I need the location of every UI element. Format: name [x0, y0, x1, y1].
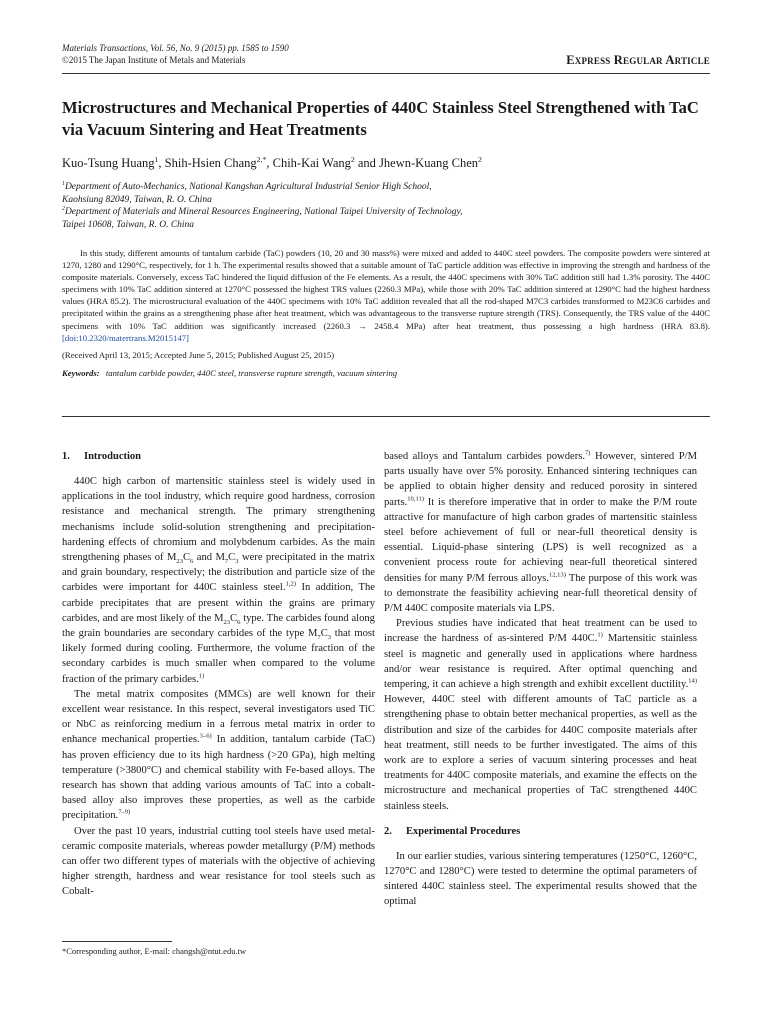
header-rule [62, 73, 710, 74]
section-title: Introduction [84, 451, 141, 462]
author-name: Shih-Hsien Chang [164, 156, 257, 170]
affiliation-mark: 1 [62, 180, 65, 187]
body-paragraph: 440C high carbon of martensitic stainless steel is widely used in applications in the tool industry, which require good hardness, corrosion resistance and mechanical strength. The primary strengthening mechanisms include solid-solution strengthening and precipitation-hardening effects of chromium and molybdenum carbides. As the main strengthening phases of $M_{23}C_6$ and $M_7C_3$ were precipitated in the matrix and grain boundary, respectively; the distribution and particle size of the carbides were important for 440C stainless steel.$^{1,2)}$ In addition, The carbide precipitates that are present within the grains are primary carbides, and are most likely of the $M_{23}C_6$ type. The carbides found along the grain boundaries are secondary carbides of the type $M_7C_3$ that most likely formed during cooling. Furthermore, the volume fraction of the secondary carbides is much smaller when compared to the volume fraction of the primary carbides.$^{1)}$ [62, 476, 376, 685]
citation[interactable]: 14) [688, 677, 697, 685]
affiliation-mark: 2 [62, 205, 65, 212]
text-run: 440C high carbon of martensitic stainless steel is widely used in applications in the tool industry, which require good hardness, corrosion resistance and mechanical strength. The primary strengthening mechanisms include solid-solution strengthening and precipitation-hardening effects of chromium and molybdenum carbides. As the main strengthening phases of [62, 476, 375, 564]
footnote-rule [62, 941, 172, 942]
affiliation-line: Kaohsiung 82049, Taiwan, R. O. China [62, 194, 212, 205]
abstract [62, 247, 710, 344]
author-name: Kuo-Tsung Huang [62, 156, 155, 170]
body-paragraph [62, 687, 375, 824]
author-list: Kuo-Tsung Huang$^1$, Shih-Hsien Chang$^{2,*}$, Chih-Kai Wang$^2$ and Jhewn-Kuang Chen$^2$ [62, 154, 482, 170]
corresponding-author-footnote: *Corresponding author, E-mail: changsh@ntut.edu.tw [62, 946, 247, 956]
citation[interactable]: 1) [198, 672, 205, 680]
text-run: In addition, tantalum carbide (TaC) has proven efficiency due to its high hardness (>20 GPa), high melting temperature (>3800°C) and chemical stability with Fe-based alloys. The research has shown that adding various amounts of TaC into a cobalt-based alloy also improves these properties, as well as the carbide precipitation. [62, 734, 376, 822]
text-run: were precipitated in the matrix and grain boundary, respectively; the distribution and particle size of the carbides were important for 440C stainless steel. [62, 552, 376, 594]
citation[interactable]: 7–9) [118, 808, 131, 816]
text-run: In our earlier studies, various sintering temperatures (1250°C, 1260°C, 1270°C and 1280°C) were tested to determine the optimal parameters of sintered 440C stainless steel. The experimental results showed that the optimal [384, 850, 697, 908]
article-type-label: Express Regular Article [566, 53, 710, 67]
affiliation-line: Department of Auto-Mechanics, National Kangshan Agricultural Industrial Senior High School, [64, 182, 432, 192]
abstract-rule [62, 416, 710, 417]
section-gap [384, 814, 697, 824]
text-run: It is therefore imperative that in order to make the P/M route attractive for manufacture of high carbon grades of martensitic stainless steel before achievement of full or near-full theoretical density is essential. Liquid-phase sintering (LPS) is well recognized as a convenient process route for achieving near-full theoretical sintered densities for many P/M ferrous alloys. [384, 496, 697, 584]
citation[interactable]: 12,13) [548, 571, 566, 579]
author-affil-mark: 2 [350, 154, 355, 164]
section-number: 2. [384, 825, 392, 837]
text-run: Over the past 10 years, industrial cutting tool steels have used metal-ceramic composite materials, whereas powder metallurgy (P/M) methods can offer two different types of materials with the objective of achieving higher strength, hardness and wear resistance for tool steels such as Cobalt- [62, 825, 375, 898]
author-affil-mark: 1 [154, 154, 159, 164]
citation[interactable]: 7) [585, 449, 591, 457]
text-run: based alloys and Tantalum carbides powders. [384, 451, 586, 462]
body-paragraph [384, 449, 697, 616]
section-number: 1. [62, 451, 70, 462]
affiliation [62, 194, 710, 207]
body-paragraph [384, 616, 697, 814]
section-heading [62, 449, 375, 464]
received-dates: (Received April 13, 2015; Accepted June 5, 2015; Published August 25, 2015) [62, 350, 335, 360]
doi-link[interactable]: [doi:10.2320/matertrans.M2015147] [62, 332, 189, 343]
text-run: However, 440C steel with different amounts of TaC particle as a strengthening phase to obtain better mechanical properties, as well as the distribution and size of the carbides for 440C composite materials after heat treatment, still needs to be further investigated. The aims of this work are to explore a series of vacuum sintering processes and heat treatments for 440C composite materials, and examine the effects on the microstructure and mechanical properties of TaC strengthened 440C stainless steels. [384, 694, 697, 812]
citation[interactable]: 1) [597, 631, 603, 639]
journal-header [62, 42, 710, 66]
citation[interactable]: 1,2) [285, 580, 296, 588]
text-run: Previous studies have indicated that heat treatment can be used to increase the hardness of as-sintered P/M 440C. [384, 618, 697, 645]
author-affil-mark: 2 [478, 154, 482, 164]
body-paragraph [62, 824, 375, 900]
section-heading [384, 824, 697, 839]
affiliation-line: Taipei 10608, Taiwan, R. O. China [62, 219, 195, 230]
right-column [384, 449, 697, 910]
text-run: type. The carbides found along the grain boundaries are secondary carbides of the type [62, 612, 375, 640]
author-name: Chih-Kai Wang [272, 156, 351, 170]
text-run: Martensitic stainless steel is magnetic and generally used in applications where hardness and/or wear resistance is required. After optimal quenching and tempering, it can achieve a high strength and exhibit excellent ductility. [384, 633, 698, 691]
keywords-text: tantalum carbide powder, 440C steel, transverse rupture strength, vacuum sintering [105, 368, 398, 378]
affiliation [62, 219, 710, 232]
keywords [62, 367, 397, 379]
section-title: Experimental Procedures [406, 825, 521, 837]
affiliation [62, 181, 710, 194]
text-run: The purpose of this work was to demonstrate the feasibility achieving near-full theoretical density of P/M 440C composite materials via LPS. [384, 572, 697, 615]
keywords-label: Keywords: [62, 368, 100, 378]
author-name: Jhewn-Kuang Chen [379, 156, 479, 170]
text-run: In addition, The carbide precipitates that are present within the grains are primary carbides, and are most likely of the [62, 582, 375, 624]
text-run: that most likely formed during cooling. Furthermore, the volume fraction of the secondary carbides is much smaller when compared to the volume fraction of the primary carbides. [62, 628, 376, 685]
copyright-line: ©2015 The Japan Institute of Metals and Materials [62, 55, 246, 65]
body-paragraph [384, 849, 697, 910]
paper-title: Microstructures and Mechanical Properties of 440C Stainless Steel Strengthened with TaC via Vacuum Sintering and Heat Treatments [62, 98, 699, 139]
text-run: However, sintered P/M parts usually have over 5% porosity. Enhanced sintering techniques can be applied to obtain higher density and reduced porosity in sintered parts. [384, 451, 698, 508]
affiliation [62, 206, 710, 219]
affiliation-line: Department of Materials and Mineral Resources Engineering, National Taipei University of Technology, [64, 207, 463, 217]
citation[interactable]: 3–6) [199, 732, 212, 740]
text-run: The metal matrix composites (MMCs) are well known for their excellent wear resistance. In this respect, several investigators used TiC or NbC as reinforcing medium in a ferrous metal matrix in order to enhance mechanical properties. [62, 688, 375, 746]
abstract-text: In this study, different amounts of tantalum carbide (TaC) powders (10, 20 and 30 mass%) were mixed and added to 440C steel powders. The composite powders were sintered at 1270, 1280 and 1290°C, respectively, for 1 h. The experimental results showed that a suitable amount of TaC particle addition was effective in improving the strength and hardness of the composite materials. Conversely, excess TaC hindered the liquid diffusion of the Fe elements. As a result, the 440C specimens with 30% TaC addition still had 1.3% porosity. The 440C specimens with 10% TaC addition sintered at 1270°C possessed the highest TRS values (2260.3 MPa), while those with 20% TaC addition sintered at 1290°C had the highest hardness values (HRA 85.2). The microstructural evaluation of the 440C specimens with 10% TaC addition revealed that all the rod-shaped M7C3 carbides transformed to M23C6 carbides and precipitated within the grains as a strengthening phase after heat treatment, which was advantageous to the transverse rupture strength (TRS). Consequently, the TRS value of the 440C specimens with 10% TaC addition was significantly increased (2260.3 → 2458.4 MPa) after heat treatment, thus possessing a high hardness (HRA 83.8). [62, 248, 710, 331]
citation[interactable]: 10,11) [407, 495, 424, 503]
author-affil-mark: 2,* [256, 154, 267, 164]
journal-citation: Materials Transactions, Vol. 56, No. 9 (2015) pp. 1585 to 1590 [62, 43, 289, 53]
left-column [62, 449, 375, 900]
affiliations [62, 181, 710, 231]
